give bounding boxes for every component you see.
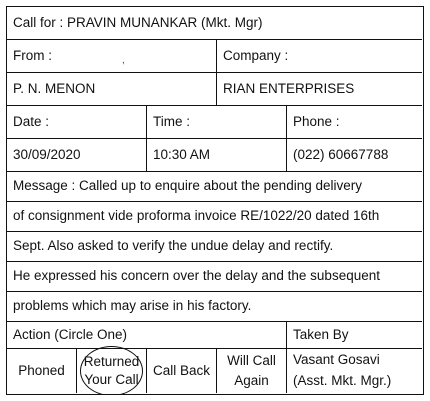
- message-line: [7, 172, 422, 202]
- action-call-back[interactable]: [147, 349, 217, 393]
- time-value-cell: [147, 139, 287, 172]
- message-line-text: of consignment vide proforma invoice RE/1022/20 dated 16th: [13, 208, 380, 224]
- taken-by-label-cell: [287, 322, 422, 349]
- time-label: Time :: [153, 113, 190, 129]
- phone-label: Phone :: [293, 113, 340, 129]
- company-label-cell: [217, 40, 422, 73]
- company-value-cell: [217, 73, 422, 106]
- action-phoned[interactable]: [7, 349, 77, 393]
- message-line: [7, 262, 422, 292]
- action-returned-line1: Returned: [83, 354, 140, 370]
- stray-mark: ,: [122, 55, 125, 66]
- company-label: Company :: [223, 47, 289, 63]
- from-label-cell: [7, 40, 217, 73]
- call-for-field: [7, 7, 422, 40]
- from-label: From :: [13, 47, 52, 63]
- action-phoned-label: Phoned: [18, 362, 65, 378]
- company-value: RIAN ENTERPRISES: [223, 80, 355, 96]
- from-value: P. N. MENON: [13, 80, 96, 96]
- action-label: Action (Circle One): [13, 326, 128, 342]
- message-line-text: Message : Called up to enquire about the pending delivery: [13, 178, 362, 194]
- time-label-cell: [147, 106, 287, 139]
- action-call-back-label: Call Back: [152, 362, 211, 378]
- taken-by-label: Taken By: [293, 326, 349, 342]
- from-value-cell: [7, 73, 217, 106]
- action-label-cell: [7, 322, 287, 349]
- time-value: 10:30 AM: [153, 146, 211, 162]
- message-line: [7, 202, 422, 232]
- message-line-text: Sept. Also asked to verify the undue delay and rectify.: [13, 238, 334, 254]
- call-for-text: Call for : PRAVIN MUNANKAR (Mkt. Mgr): [13, 14, 263, 30]
- message-line-text: problems which may arise in his factory.: [13, 298, 252, 314]
- taken-by-name: Vasant Gosavi: [293, 352, 380, 368]
- phone-value-cell: [287, 139, 422, 172]
- action-returned-line2: Your Call: [84, 372, 139, 387]
- action-will-call-again[interactable]: [217, 349, 287, 393]
- message-line-text: He expressed his concern over the delay and the subsequent: [13, 268, 380, 284]
- action-returned-your-call[interactable]: [77, 349, 147, 393]
- selection-circle: [80, 346, 143, 395]
- taken-by-value-cell: [287, 349, 422, 393]
- date-value: 30/09/2020: [13, 146, 81, 162]
- date-value-cell: [7, 139, 147, 172]
- phone-value: (022) 60667788: [293, 146, 389, 162]
- taken-by-title: (Asst. Mkt. Mgr.): [293, 373, 392, 388]
- message-line: [7, 292, 422, 322]
- message-line: [7, 232, 422, 262]
- date-label: Date :: [13, 113, 50, 129]
- date-label-cell: [7, 106, 147, 139]
- telephone-message-form: [6, 6, 424, 395]
- phone-label-cell: [287, 106, 422, 139]
- action-will-call-line1: Will Call: [227, 353, 276, 369]
- action-will-call-line2: Again: [234, 373, 269, 388]
